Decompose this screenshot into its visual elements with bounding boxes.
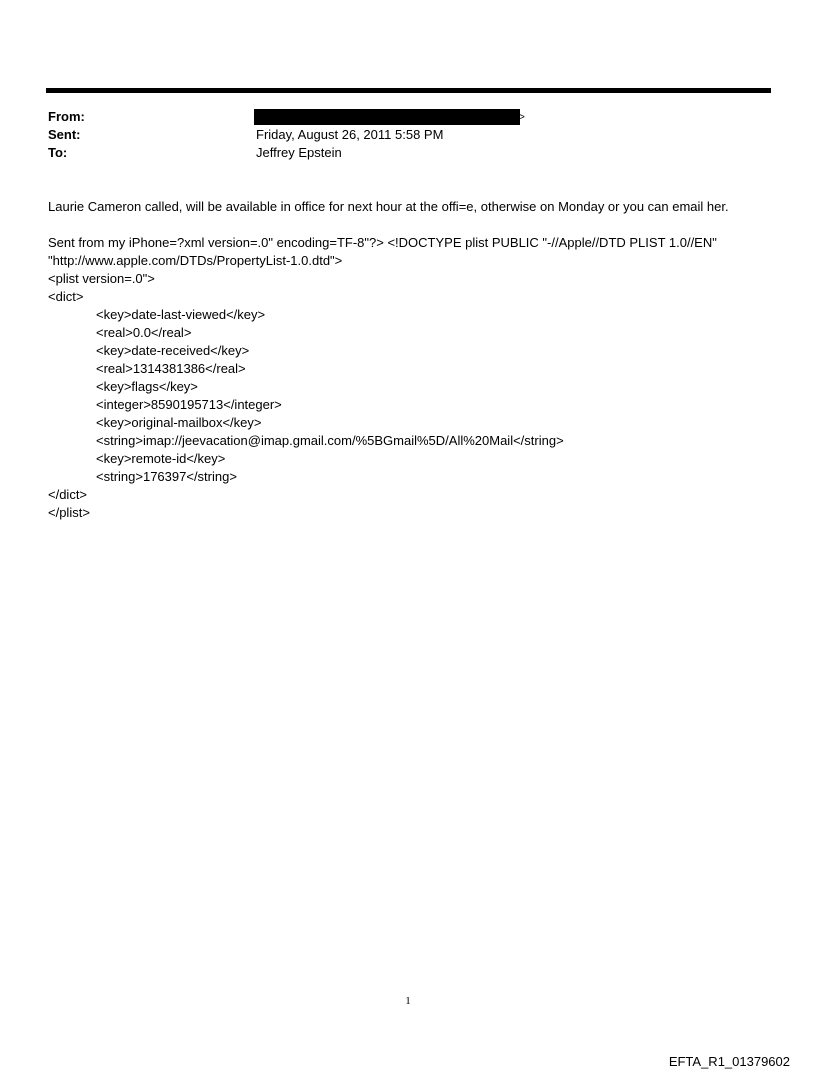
dict-close: </dict> <box>48 487 88 502</box>
signature-line-2: "http://www.apple.com/DTDs/PropertyList-1.0.dtd"> <box>48 253 343 268</box>
dict-entry: <key>date-last-viewed</key> <box>96 307 266 322</box>
dict-entry: <string>176397</string> <box>96 469 237 484</box>
dict-entry: <key>remote-id</key> <box>96 451 226 466</box>
dict-entry: <real>1314381386</real> <box>96 361 246 376</box>
signature-line-1: Sent from my iPhone=?xml version=.0" encoding=TF-8"?> <!DOCTYPE plist PUBLIC "-//Apple//DTD PLIST 1.0//EN" <box>48 235 717 250</box>
to-row <box>48 144 768 162</box>
from-row <box>48 108 768 126</box>
plist-open: <plist version=.0"> <box>48 271 155 286</box>
sent-row <box>48 126 768 144</box>
to-value: Jeffrey Epstein <box>256 145 342 160</box>
dict-entry: <string>imap://jeevacation@imap.gmail.com/%5BGmail%5D/All%20Mail</string> <box>96 433 564 448</box>
plist-close: </plist> <box>48 505 90 520</box>
message-text: Laurie Cameron called, will be available in office for next hour at the offi=e, otherwise on Monday or you can email her. <box>48 199 729 214</box>
dict-entry: <key>flags</key> <box>96 379 198 394</box>
dict-entry: <key>date-received</key> <box>96 343 250 358</box>
dict-open: <dict> <box>48 289 84 304</box>
from-label: From: <box>48 109 85 124</box>
dict-entry: <key>original-mailbox</key> <box>96 415 262 430</box>
redaction-block <box>254 109 520 125</box>
email-body <box>48 198 778 522</box>
bates-number: EFTA_R1_01379602 <box>668 1054 790 1069</box>
sent-value: Friday, August 26, 2011 5:58 PM <box>256 127 444 142</box>
email-header <box>48 108 768 162</box>
dict-entry: <real>0.0</real> <box>96 325 192 340</box>
dict-entry: <integer>8590195713</integer> <box>96 397 282 412</box>
page-number: 1 <box>405 995 411 1007</box>
sent-label: Sent: <box>48 127 81 142</box>
to-label: To: <box>48 145 68 160</box>
from-value-tail: > <box>519 112 525 123</box>
header-rule <box>46 88 771 93</box>
